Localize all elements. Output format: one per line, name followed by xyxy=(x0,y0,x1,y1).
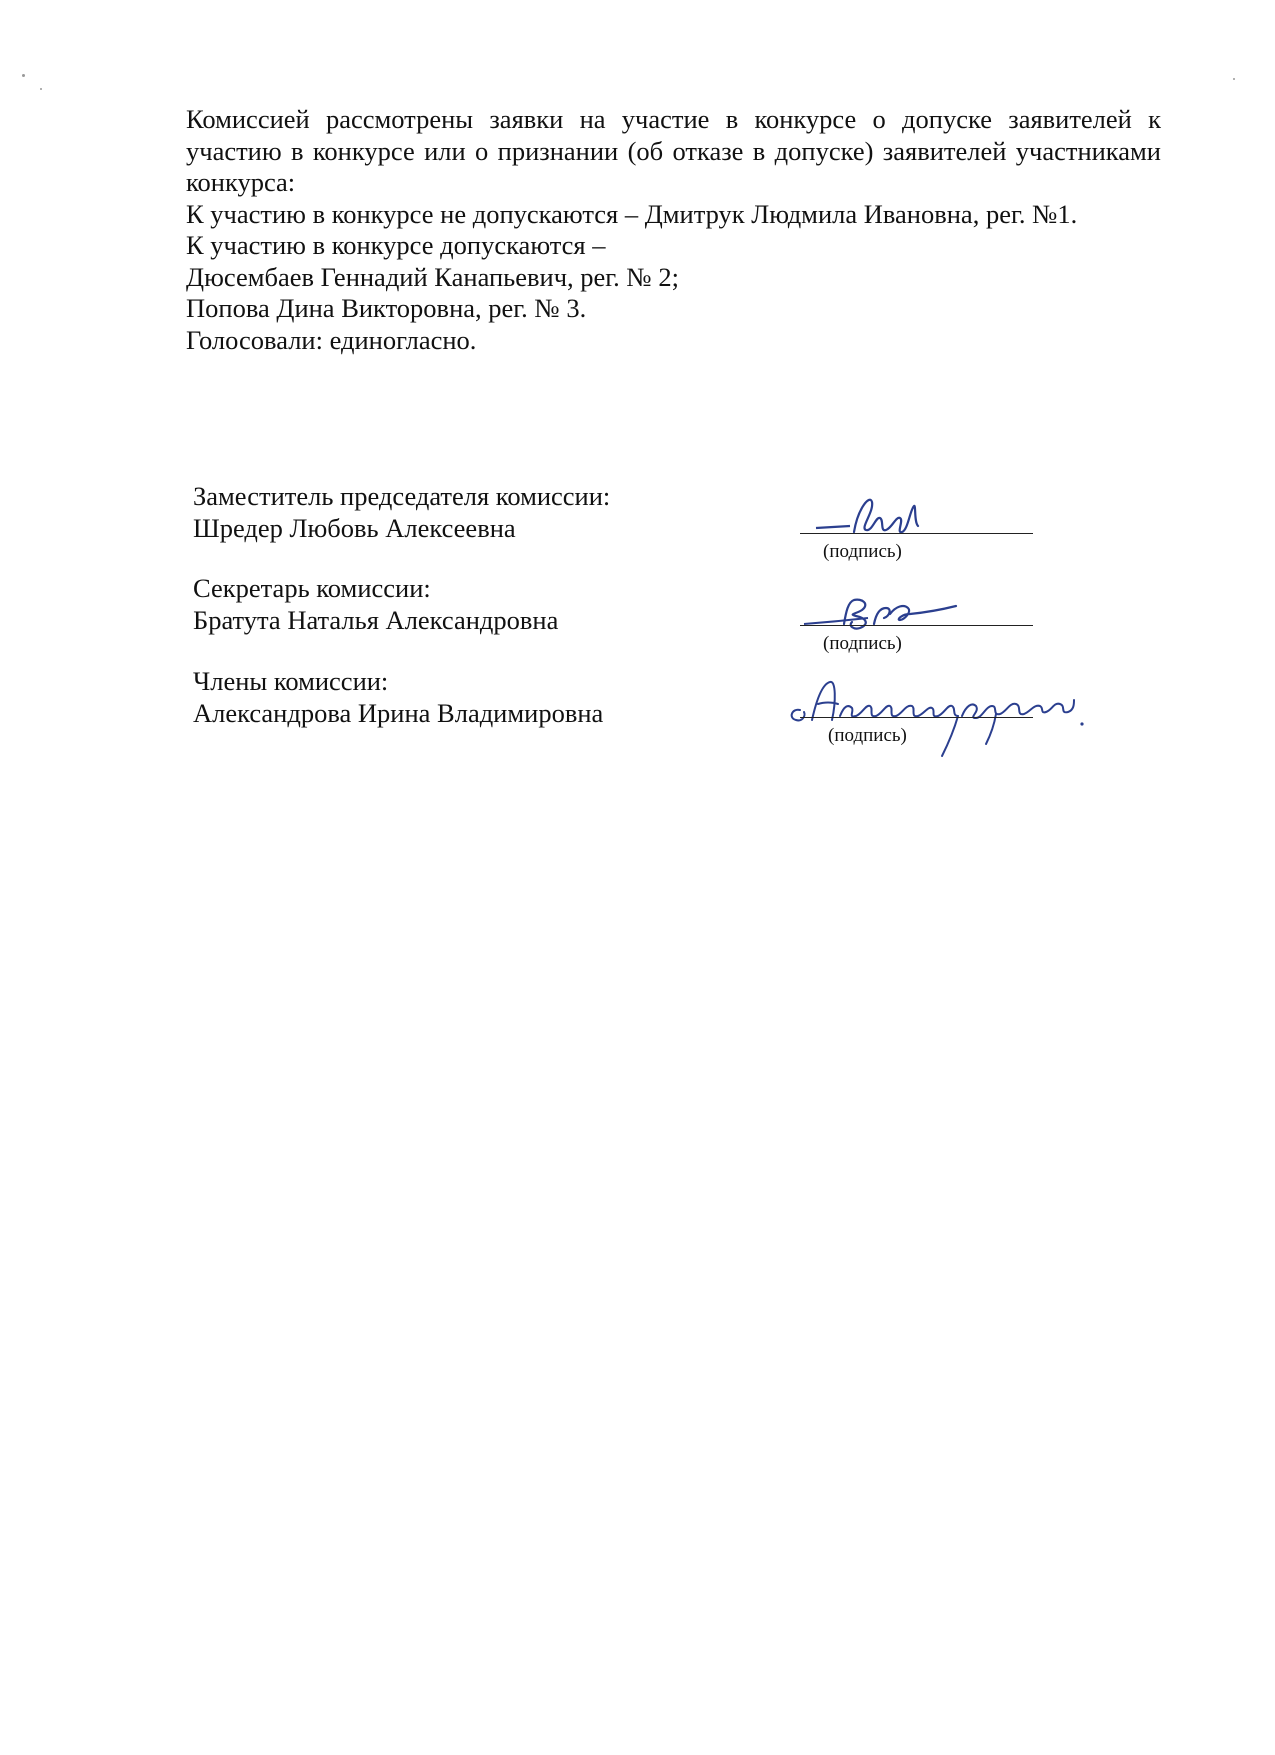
signature-caption: (подпись) xyxy=(823,541,902,562)
signatory-name: Александрова Ирина Владимировна xyxy=(193,697,604,728)
paragraph-vote: Голосовали: единогласно. xyxy=(186,324,477,355)
signature-caption: (подпись) xyxy=(823,633,902,654)
signatory-role: Заместитель председателя комиссии: xyxy=(193,481,611,511)
signatory-name: Шредер Любовь Алексеевна xyxy=(193,512,516,543)
signatory-role: Члены комиссии: xyxy=(193,666,389,696)
paragraph-not-admitted: К участию в конкурсе не допускаются – Дмитрук Людмила Ивановна, рег. №1. xyxy=(186,198,1078,229)
paragraph-admitted-2: Попова Дина Викторовна, рег. № 3. xyxy=(186,293,587,323)
signature-line xyxy=(800,533,1033,534)
scan-speck xyxy=(22,74,25,77)
signature-block-secretary xyxy=(193,573,558,636)
signature-block-member xyxy=(193,666,603,729)
signatory-name: Братута Наталья Александровна xyxy=(193,604,559,635)
paragraph-admitted-1: Дюсембаев Геннадий Канапьевич, рег. № 2; xyxy=(186,261,679,292)
signature-caption: (подпись) xyxy=(828,725,907,746)
protocol-body xyxy=(186,104,1161,356)
paragraph-admitted-heading: К участию в конкурсе допускаются – xyxy=(186,230,606,260)
signatory-role: Секретарь комиссии: xyxy=(193,573,431,603)
paragraph-review: Комиссией рассмотрены заявки на участие в конкурсе о допуске заявителей к участию в конкурсе или о признании (об отказе в допуске) заявителей участниками конкурса: xyxy=(186,104,1161,197)
handwritten-signature-deputy-chair xyxy=(810,488,940,544)
handwritten-signature-member xyxy=(782,672,1092,760)
signature-block-deputy-chair xyxy=(193,481,610,544)
signature-line xyxy=(800,717,1033,718)
scan-speck xyxy=(40,88,42,90)
scan-speck xyxy=(1233,78,1235,80)
signature-line xyxy=(800,625,1033,626)
